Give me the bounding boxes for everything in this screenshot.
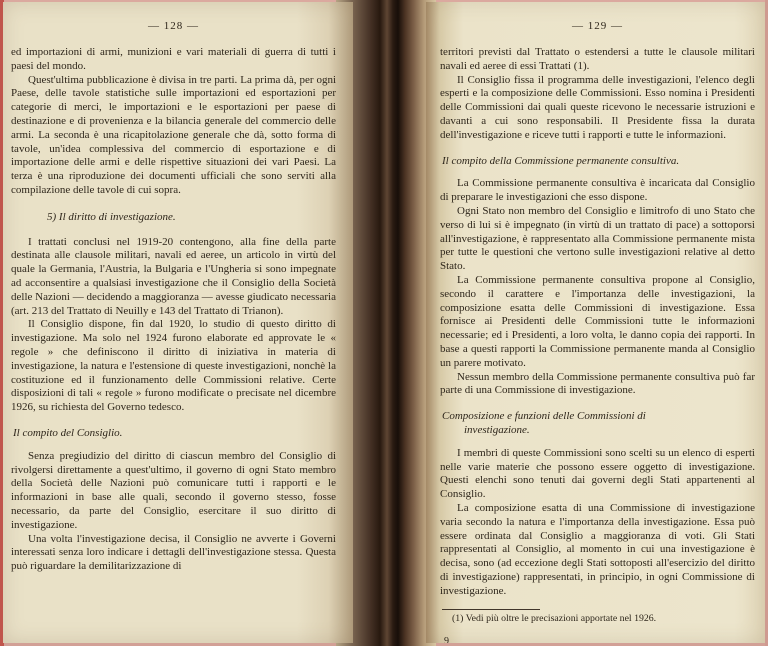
paragraph: Quest'ultima pubblicazione è divisa in tre parti. La prima dà, per ogni Paese, delle tavole statistiche sulle importazioni ed esportazioni per categorie di merci, le importazioni e le esportazioni per paese di destinazione e di provenienza e la bilancia generale del commercio delle armi. La seconda è una ricapitolazione generale che dà, sotto forma di tavole, un'idea complessiva del commercio di esportazione e di importazione delle armi e delle rispettive situazioni dei vari Paesi. La terza è una riproduzione dei documenti ufficiali che sono serviti alla compilazione delle tavole di cui sopra. [11, 73, 336, 196]
paragraph: La Commissione permanente consultiva è incaricata dal Consiglio di preparare le investigazioni che esso dispone. [440, 177, 755, 204]
page-number-right: — 129 — [572, 20, 623, 32]
subsection-heading: Composizione e funzioni delle Commissioni di investigazione. [442, 410, 646, 436]
paragraph: Nessun membro della Commissione permanente consultiva può far parte di una Commissione di investigazione. [440, 370, 755, 397]
paragraph: La composizione esatta di una Commissione di investigazione varia secondo la natura e l'importanza della investigazione. Essa può essere ordinata dal Consiglio a maggioranza di voti. Gli Stati rappresentati al Consiglio, al momento in cui una investigazione è decisa, sono (ad eccezione degli Stati sottoposti all'esercizio del diritto di investigazione) rappresentati, in principio, in ogni Commissione di investigazione. [440, 501, 755, 597]
paragraph: I trattati conclusi nel 1919-20 contengono, alla fine della parte destinata alle clausole militari, navali ed aeree, un articolo in virtù del quale la Germania, l'Austria, la Bulgaria e l'Ungheria si sono impegnate ad acconsentire a qualsiasi investigazione che il Consiglio della Società delle Nazioni — decidendo a maggioranza — avesse giudicato necessaria (art. 213 del Trattato di Neuilly e 143 del Trattato di Trianon). [11, 235, 336, 317]
page-left [3, 2, 353, 643]
paragraph: Senza pregiudizio del diritto di ciascun membro del Consiglio di rivolgersi direttamente a quest'ultimo, il governo di ogni Stato membro della Società delle Nazioni può comunicare tutti i rapporti e le informazioni in base alle quali, secondo il governo stesso, fosse necessario, da parte del Consiglio, esercitare il suo diritto di investigazione. [11, 449, 336, 531]
paragraph: La Commissione permanente consultiva propone al Consiglio, secondo il carattere e l'importanza delle investigazioni, la composizione esatta delle Commissioni di investigazione. Essa fornisce ai Presidenti delle Commissioni tutte le informazioni necessarie; ed i Presidenti, a loro volta, le danno copia dei rapporti. In base a questi rapporti la Commissione permanente manda al Consiglio un parere motivato. [440, 273, 755, 369]
footnote: (1) Vedi più oltre le precisazioni apportate nel 1926. [452, 613, 657, 625]
page-right [426, 2, 765, 643]
footnote-rule [442, 609, 540, 610]
paragraph: Ogni Stato non membro del Consiglio e limitrofo di uno Stato che verso di lui si è impegnato (in virtù di un trattato di pace) a sottoporsi all'investigazione, è rappresentato alla Commissione permanente mista per tutte le questioni che vertono sulle investigazioni relative al detto Stato. [440, 204, 755, 273]
section-heading: 5) Il diritto di investigazione. [47, 210, 176, 223]
paragraph: Una volta l'investigazione decisa, il Consiglio ne avverte i Governi interessati senza loro indicare i dettagli dell'investigazione stessa. Questa può riguardare la demilitarizzazione di [11, 532, 336, 573]
signature-mark: 9 [444, 635, 449, 643]
paragraph: territori previsti dal Trattato o estendersi a tutte le clausole militari navali ed aeree di essi Trattati (1). [440, 46, 755, 72]
paragraph: ed importazioni di armi, munizioni e vari materiali di guerra di tutti i paesi del mondo. [11, 46, 336, 72]
subsection-heading: Il compito del Consiglio. [13, 426, 123, 439]
paragraph: I membri di queste Commissioni sono scelti su un elenco di esperti nelle varie materie che possono essere oggetto di investigazione. Questi elenchi sono tenuti dai governi degli Stati appartenenti al Consiglio. [440, 446, 755, 501]
paragraph: Il Consiglio fissa il programma delle investigazioni, l'elenco degli esperti e la composizione delle Commissioni. Esso nomina i Presidenti delle Commissioni dai quali queste ricevono le necessarie istruzioni e davanti a cui sono responsabili. Il Presidente fissa la durata dell'investigazione e riceve tutti i rapporti e tutte le informazioni. [440, 73, 755, 141]
paragraph: Il Consiglio dispone, fin dal 1920, lo studio di questo diritto di investigazione. Ma solo nel 1924 furono elaborate ed approvate le « regole » che definiscono il diritto di iniziativa in materia di investigazione, la natura e l'estensione di queste investigazioni, nonchè la costituzione ed il funzionamento delle Commissioni relative. Certe disposizioni di tali « regole » furono modificate o precisate nel dicembre 1926, su richiesta del Governo tedesco. [11, 318, 336, 414]
page-number-left: — 128 — [148, 20, 199, 32]
subsection-heading: Il compito della Commissione permanente consultiva. [442, 154, 680, 167]
